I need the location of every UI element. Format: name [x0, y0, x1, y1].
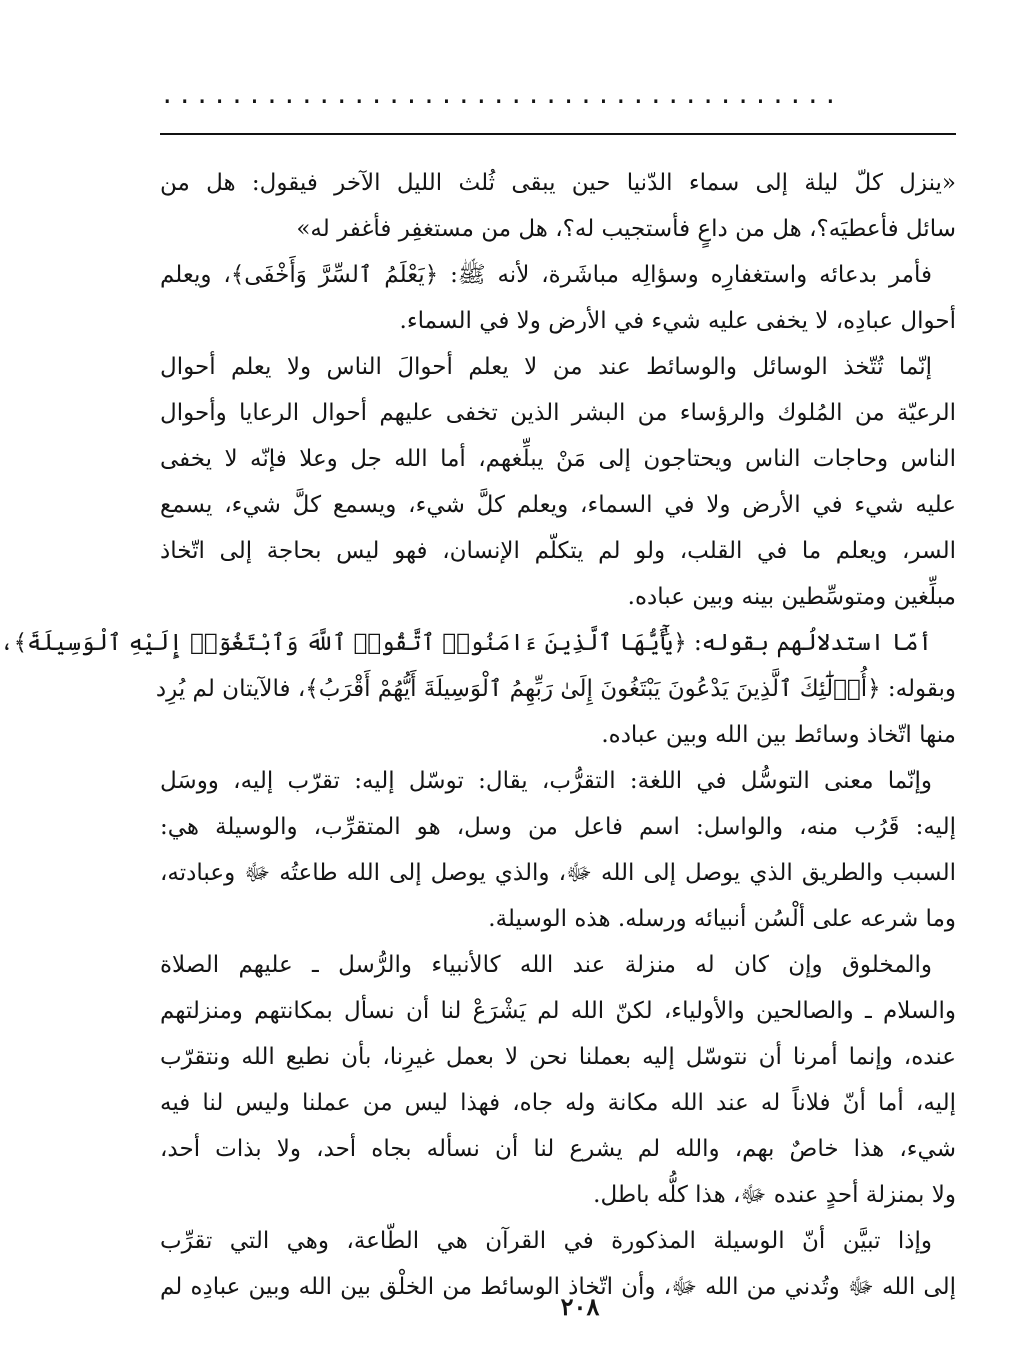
text-line: إليه، أما أنّ فلاناً له عند الله مكانة وله جاه، فهذا ليس من عملنا وليس لنا فيه	[160, 1090, 956, 1116]
text-line: وما شرعه على ألْسُن أنبيائه ورسله. هذه الوسيلة.	[488, 906, 956, 932]
text-line: شيء، هذا خاصٌ بهم، والله لم يشرع لنا أن نسأله بجاه أحد، ولا بذات أحد،	[160, 1136, 956, 1162]
text-line: إنّما تُتّخذ الوسائل والوسائط عند من لا يعلم أحوالَ الناس ولا يعلم أحوال	[160, 354, 932, 380]
text-line: السر، ويعلم ما في القلب، ولو لم يتكلّم الإنسان، فهو ليس بحاجة إلى اتّخاذ	[160, 538, 957, 564]
page-body	[0, 160, 957, 1310]
text-line: عليه شيء في الأرض ولا في السماء، ويعلم كلَّ شيء، ويسمع كلَّ شيء، يسمع	[160, 492, 956, 518]
header-dotted-line: .......................................	[160, 81, 841, 109]
text-line: الناس وحاجات الناس ويحتاجون إلى مَنْ يبلِّغهم، أما الله جل وعلا فإنّه لا يخفى	[160, 446, 956, 472]
text-line: وبقوله: ﴿أُو۟لَٰٓئِكَ ٱلَّذِينَ يَدْعُونَ يَبْتَغُونَ إِلَىٰ رَبِّهِمُ ٱلْوَسِيلَةَ أَيُّهُمْ أَقْرَبُ﴾، فالآيتان لم يُرِد	[155, 676, 956, 702]
text-line: مبلِّغين ومتوسِّطين بينه وبين عباده.	[627, 584, 956, 610]
text-line: أحوال عبادِه، لا يخفى عليه شيء في الأرض ولا في السماء.	[399, 308, 956, 334]
text-line: وإذا تبيَّن أنّ الوسيلة المذكورة في القرآن هي الطّاعة، وهي التي تقرِّب	[160, 1228, 932, 1254]
text-line: السبب والطريق الذي يوصل إلى الله ﷻ، والذي يوصل إلى الله طاعتُه ﷻ وعبادته،	[160, 860, 956, 886]
text-line: منها اتّخاذ وسائط بين الله وبين عباده.	[601, 722, 956, 748]
text-line: الرعيّة من المُلوك والرؤساء من البشر الذين تخفى عليهم أحوال الرعايا وأحوال	[160, 400, 956, 426]
text-line: والمخلوق وإن كان له منزلة عند الله كالأنبياء والرُّسل ـ عليهم الصلاة	[160, 952, 932, 978]
text-line: سائل فأعطيَه؟، هل من داعٍ فأستجيب له؟، هل من مستغفِر فأغفر له»	[296, 216, 956, 242]
text-line: والسلام ـ والصالحين والأولياء، لكنّ الله لم يَشْرَعْ لنا أن نسأل بمكانتهم ومنزلتهم	[160, 998, 956, 1024]
text-line: إلى الله ﷻ وتُدني من الله ﷻ، وأن اتّخاذ الوسائط من الخلْق بين الله وبين عبادِه لم	[160, 1274, 956, 1300]
text-line: «ينزل كلّ ليلة إلى سماء الدّنيا حين يبقى ثُلث الليل الآخر فيقول: هل من	[160, 170, 956, 196]
text-line: إليه: قَرُب منه، والواسل: اسم فاعل من وسل، هو المتقرِّب، والوسيلة هي:	[160, 814, 956, 840]
text-line: أمّا استدلالُهم بقوله: ﴿يَٰٓأَيُّهَا ٱلَّذِينَ ءَامَنُوا۟ ٱتَّقُوا۟ ٱللَّهَ وَٱبْتَغُوٓا۟ إِلَيْهِ ٱلْوَسِيلَةَ﴾،	[0, 630, 932, 656]
text-line: فأمر بدعائه واستغفارِه وسؤالِه مباشَرة، لأنه ﷺ: ﴿يَعْلَمُ ٱلسِّرَّ وَأَخْفَى﴾، ويعلم	[160, 262, 932, 288]
text-line: وإنّما معنى التوسُّل في اللغة: التقرُّب، يقال: توسّل إليه: تقرّب إليه، ووسَل	[160, 768, 932, 794]
header-rule	[160, 133, 956, 135]
text-line: عنده، وإنما أمرنا أن نتوسّل إليه بعملنا نحن لا بعمل غيرِنا، بأن نطيع الله ونتقرّب	[160, 1044, 956, 1070]
text-line: ولا بمنزلة أحدٍ عنده ﷻ، هذا كلُّه باطل.	[593, 1182, 956, 1208]
page-number: ٢٠٨	[560, 1292, 600, 1321]
